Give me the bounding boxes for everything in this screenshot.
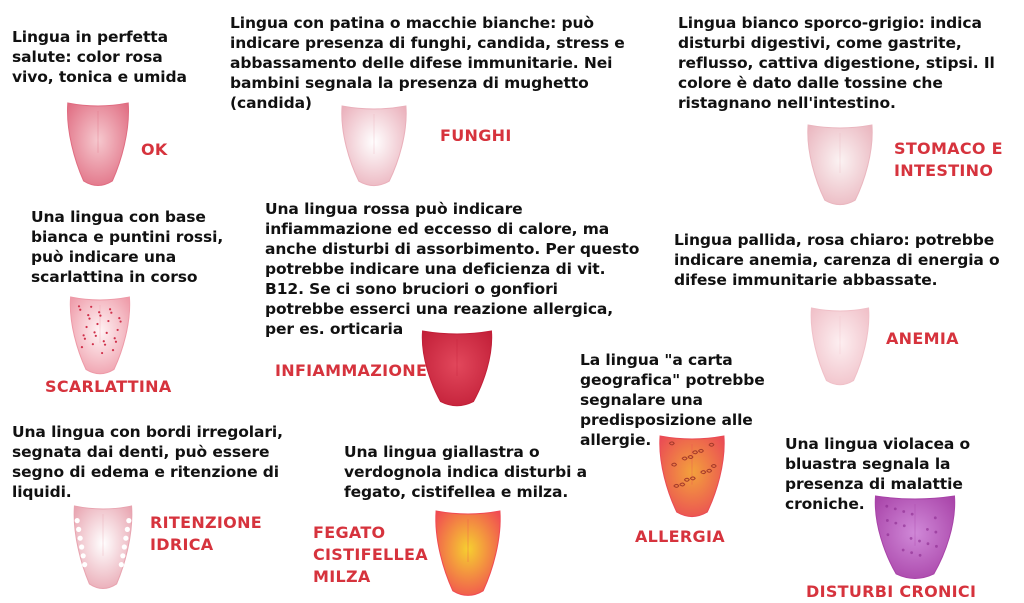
desc-stomaco: Lingua bianco sporco-grigio: indica disturbi digestivi, come gastrite, reflusso, cattiva digestione, stipsi. Il colore è dato dalle tossine che ristagnano nell'intestino. [678,14,995,112]
teeth-mark [78,536,83,541]
desc-fegato: Una lingua giallastra o verdognola indica disturbi a fegato, cistifellea e milza. [344,443,587,501]
red-dot [78,305,80,307]
desc-anemia: Lingua pallida, rosa chiaro: potrebbe indicare anemia, carenza di energia o difese immunitarie abbassate. [674,231,1000,289]
desc-infiammazione: Una lingua rossa può indicare infiammazione ed eccesso di calore, ma anche disturbi di assorbimento. Per questo potrebbe indicare una deficienza di vit. B12. Se ci sono bruciori o gonfiori potrebbe esserci una reazione allergica, per es. orticaria [265,200,640,338]
purple-spot [935,545,938,548]
purple-spot [918,540,921,543]
teeth-mark [82,562,87,567]
label-allergia: ALLERGIA [635,527,725,546]
red-dot [117,329,119,331]
red-dot [112,349,114,351]
teeth-mark [75,518,80,523]
purple-spot [910,537,913,540]
red-dot [83,334,85,336]
tongue-anemia [806,305,874,387]
red-dot [92,343,94,345]
tongue-ok [62,100,134,188]
teeth-mark [120,553,125,558]
teeth-mark [81,553,86,558]
label-fegato: FEGATO CISTIFELLEA MILZA [313,523,428,586]
desc-allergia: La lingua "a carta geografica" potrebbe segnalare una predisposizione alle allergie. [580,351,765,449]
red-dot [95,335,97,337]
red-dot [114,337,116,339]
red-dot [104,344,106,346]
red-dot [101,352,103,354]
desc-ok: Lingua in perfetta salute: color rosa vivo, tonica e umida [12,28,187,86]
purple-spot [894,507,897,510]
tongue-infiammazione [416,328,498,408]
desc-scarlattina: Una lingua con base bianca e puntini rossi, può indicare una scarlattina in corso [31,208,224,286]
label-infiammazione: INFIAMMAZIONE [275,361,428,380]
label-ritenzione: RITENZIONE IDRICA [150,513,262,554]
tongue-allergia [654,433,730,519]
purple-spot [903,524,906,527]
red-dot [81,346,83,348]
red-dot [107,320,109,322]
red-dot [119,320,121,322]
purple-spot [885,505,888,508]
red-dot [88,318,90,320]
red-dot [98,311,100,313]
red-dot [84,338,86,340]
purple-spot [894,522,897,525]
label-stomaco: STOMACO E INTESTINO [894,139,1003,180]
red-dot [99,315,101,317]
purple-spot [887,533,890,536]
label-funghi: FUNGHI [440,126,512,145]
purple-spot [886,519,889,522]
red-dot [118,317,120,319]
label-scarlattina: SCARLATTINA [45,377,172,396]
purple-spot [927,542,930,545]
purple-spot [910,551,913,554]
tongue-stomaco [802,122,878,207]
label-ok: OK [141,140,168,159]
desc-cronici: Una lingua violacea o bluastra segnala la presenza di malattie croniche. [785,435,971,513]
red-dot [79,309,81,311]
teeth-mark [122,544,127,549]
tongue-ritenzione [69,503,137,591]
red-dot [115,341,117,343]
teeth-mark [79,544,84,549]
red-dot [103,340,105,342]
label-cronici: DISTURBI CRONICI [806,582,977,601]
red-dot [96,323,98,325]
purple-spot [902,510,905,513]
red-dot [106,332,108,334]
desc-ritenzione: Una lingua con bordi irregolari, segnata dai denti, può essere segno di edema e ritenzione di liquidi. [12,423,283,501]
red-dot [85,326,87,328]
tongue-scarlattina [65,294,135,376]
red-dot [110,312,112,314]
teeth-mark [125,527,130,532]
teeth-mark [76,527,81,532]
teeth-mark [119,562,124,567]
teeth-mark [123,536,128,541]
purple-spot [911,513,914,516]
desc-funghi: Lingua con patina o macchie bianche: può indicare presenza di funghi, candida, stress e abbassamento delle difese immunitarie. Nei bambini segnala la presenza di mughetto (candida) [230,14,625,112]
purple-spot [934,516,937,519]
purple-spot [902,549,905,552]
purple-spot [926,528,929,531]
purple-spot [934,531,937,534]
red-dot [87,314,89,316]
tongue-fegato [430,508,506,598]
purple-spot [919,554,922,557]
teeth-mark [126,518,131,523]
tongue-funghi [336,103,412,188]
tongue-cronici [868,493,962,581]
label-anemia: ANEMIA [886,329,959,348]
red-dot [90,306,92,308]
red-dot [93,331,95,333]
red-dot [109,308,111,310]
